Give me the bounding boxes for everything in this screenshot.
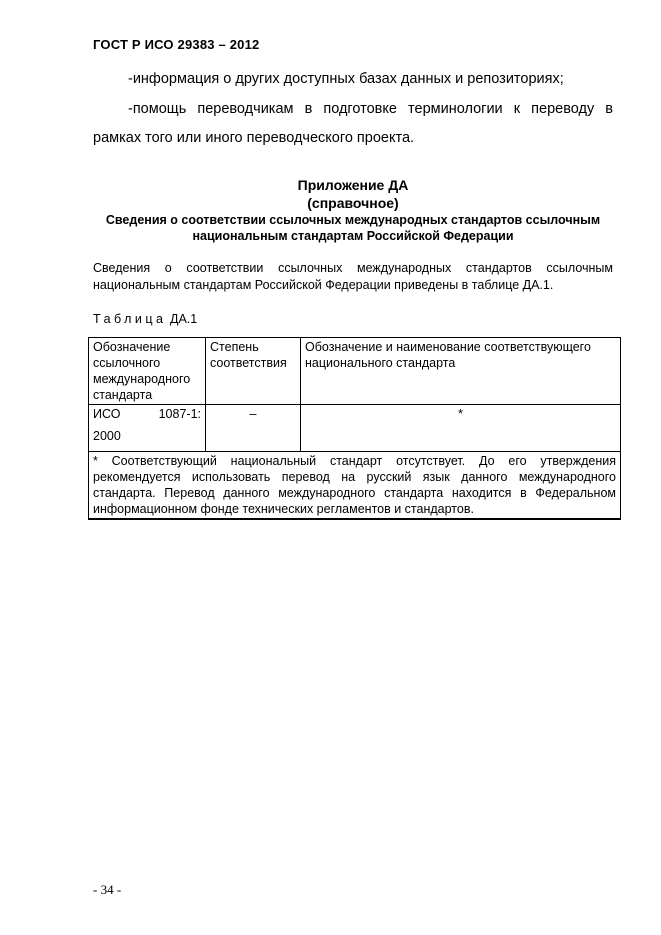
header-cell-international: Обозначение ссылочного международного стандарта — [89, 338, 206, 405]
table-caption — [93, 312, 197, 326]
cell-international-standard — [89, 405, 206, 452]
appendix-intro-paragraph: Сведения о соответствии ссылочных международных стандартов ссылочным национальным стандартам Российской Федерации приведены в таблице ДА.1. — [93, 261, 613, 292]
header-cell-degree: Степень соответствия — [206, 338, 301, 405]
cell-degree: – — [206, 405, 301, 452]
table-footnote-row — [89, 452, 621, 520]
bullet-paragraph-1: -информация о других доступных базах данных и репозиториях; — [128, 71, 564, 87]
table-caption-id: ДА.1 — [170, 312, 198, 326]
correspondence-table — [88, 337, 621, 520]
appendix-heading: Сведения о соответствии ссылочных международных стандартов ссылочным национальным стандартам Российской Федерации — [105, 213, 601, 243]
appendix-title: Приложение ДА — [297, 177, 409, 193]
page-number: - 34 - — [93, 882, 122, 897]
table-row — [89, 405, 621, 452]
standard-year: 2000 — [93, 429, 121, 443]
standard-designation — [93, 406, 201, 422]
standard-number: 1087-1: — [158, 407, 201, 421]
table-footnote: * Соответствующий национальный стандарт отсутствует. До его утверждения рекомендуется использовать перевод на русский язык данного международного стандарта. Перевод данного международного стандарта находится в Федеральном информационном фонде технических регламентов и стандартов. — [89, 452, 621, 520]
document-header: ГОСТ Р ИСО 29383 – 2012 — [93, 37, 260, 52]
standard-prefix: ИСО — [93, 407, 121, 421]
header-cell-national: Обозначение и наименование соответствующего национального стандарта — [301, 338, 621, 405]
bullet-paragraph-2: -помощь переводчикам в подготовке терминологии к переводу в рамках того или иного переводческого проекта. — [93, 101, 613, 146]
cell-national-standard: * — [301, 405, 621, 452]
table-caption-word: Таблица — [93, 312, 167, 326]
appendix-subtitle: (справочное) — [307, 195, 399, 211]
table-header-row — [89, 338, 621, 405]
